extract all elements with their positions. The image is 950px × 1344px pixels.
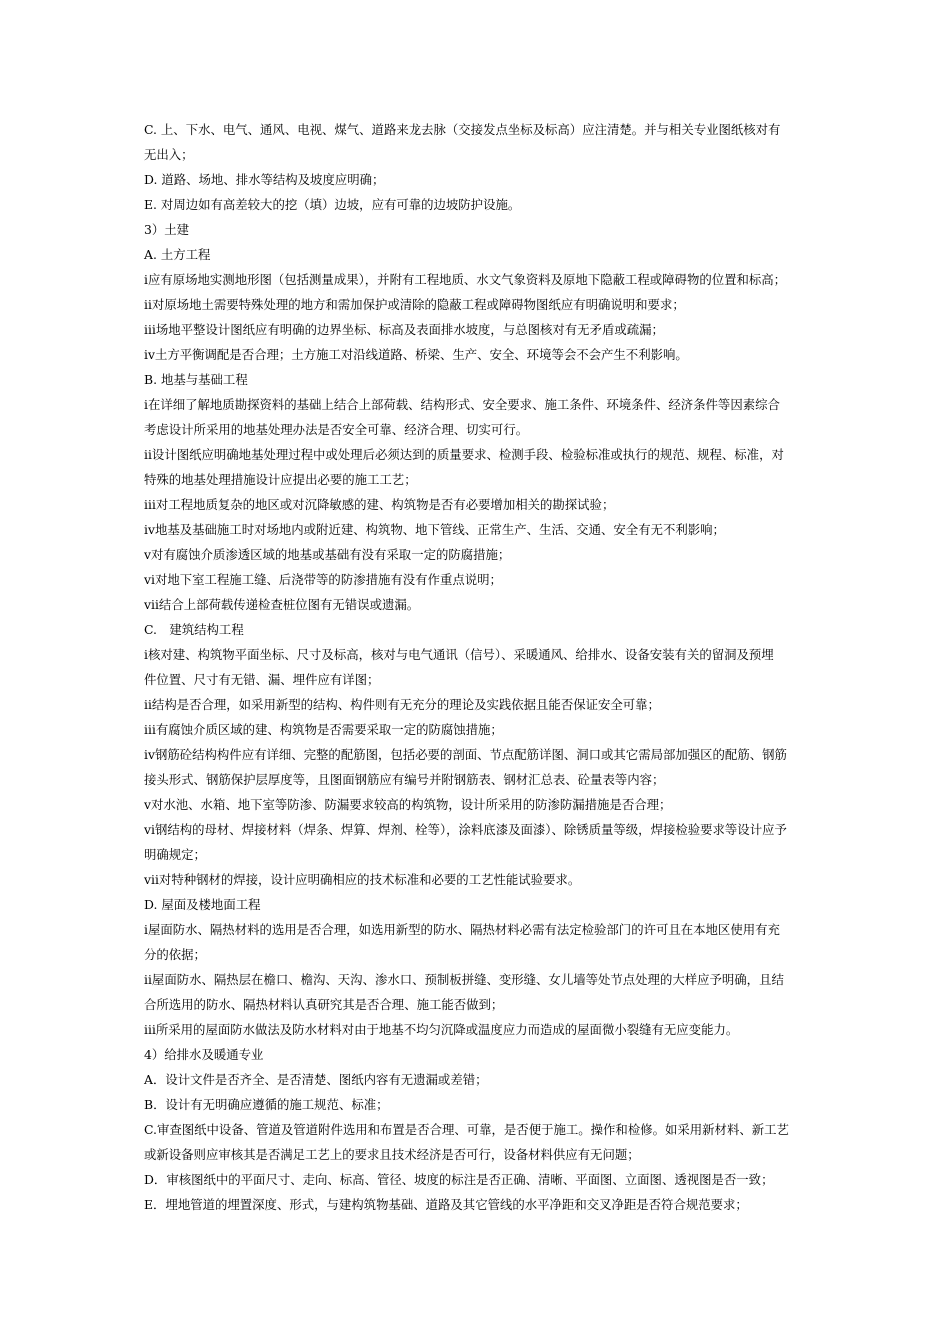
- text-line: ⅶ对特种钢材的焊接，设计应明确相应的技术标准和必要的工艺性能试验要求。: [144, 872, 581, 887]
- text-line: ⅱ设计图纸应明确地基处理过程中或处理后必须达到的质量要求、检测手段、检验标准或执行的规范、规程、标准，对: [144, 447, 784, 462]
- text-line: E. 对周边如有高差较大的挖（填）边坡，应有可靠的边坡防护设施。: [144, 197, 521, 212]
- text-line: ⅴ对有腐蚀介质渗透区域的地基或基础有没有采取一定的防腐措施；: [144, 547, 511, 562]
- text-line: ⅰ应有原场地实测地形图（包括测量成果），并附有工程地质、水文气象资料及原地下隐蔽工程或障碍物的位置和标高；: [144, 272, 787, 287]
- text-line: D．审核图纸中的平面尺寸、走向、标高、管径、坡度的标注是否正确、清晰、平面图、立面图、透视图是否一致；: [144, 1172, 774, 1187]
- text-line: ⅳ钢筋砼结构构件应有详细、完整的配筋图，包括必要的剖面、节点配筋详图、洞口或其它需局部加强区的配筋、钢筋: [144, 747, 787, 762]
- text-line: ⅵ对地下室工程施工缝、后浇带等的防渗措施有没有作重点说明；: [144, 572, 502, 587]
- text-line: 分的依据；: [144, 947, 206, 962]
- subsection-heading: D. 屋面及楼地面工程: [144, 897, 261, 912]
- subsection-heading: A. 土方工程: [144, 247, 211, 262]
- text-line: ⅱ结构是否合理，如采用新型的结构、构件则有无充分的理论及实践依据且能否保证安全可靠；: [144, 697, 660, 712]
- text-line: ⅰ屋面防水、隔热材料的选用是否合理，如选用新型的防水、隔热材料必需有法定检验部门的许可且在本地区使用有充: [144, 922, 780, 937]
- text-line: 考虑设计所采用的地基处理办法是否安全可靠、经济合理、切实可行。: [144, 422, 529, 437]
- text-line: ⅵ钢结构的母材、焊接材料（焊条、焊算、焊剂、栓等），涂料底漆及面漆）、除锈质量等级，焊接检验要求等设计应予: [144, 822, 787, 837]
- text-line: ⅰ核对建、构筑物平面坐标、尺寸及标高，核对与电气通讯（信号）、采暖通风、给排水、设备安装有关的留洞及预埋: [144, 647, 774, 662]
- section-heading: 4）给排水及暖通专业: [144, 1047, 264, 1062]
- text-line: ⅶ结合上部荷载传递检查桩位图有无错误或遗漏。: [144, 597, 420, 612]
- text-line: ⅱ对原场地土需要特殊处理的地方和需加保护或清除的隐蔽工程或障碍物图纸应有明确说明和要求；: [144, 297, 685, 312]
- text-line: A．设计文件是否齐全、是否清楚、图纸内容有无遗漏或差错；: [144, 1072, 488, 1087]
- text-line: 接头形式、钢筋保护层厚度等，且图面钢筋应有编号并附钢筋表、钢材汇总表、砼量表等内容；: [144, 772, 665, 787]
- text-line: ⅲ场地平整设计图纸应有明确的边界坐标、标高及表面排水坡度，与总图核对有无矛盾或疏漏；: [144, 322, 664, 337]
- text-line: 件位置、尺寸有无错、漏、埋件应有详图；: [144, 672, 380, 687]
- text-line: 或新设备则应审核其是否满足工艺上的要求且技术经济是否可行，设备材料供应有无问题；: [144, 1147, 640, 1162]
- text-line: ⅲ有腐蚀介质区域的建、构筑物是否需要采取一定的防腐蚀措施；: [144, 722, 503, 737]
- text-line: ⅲ所采用的屋面防水做法及防水材料对由于地基不均匀沉降或温度应力而造成的屋面微小裂缝有无应变能力。: [144, 1022, 739, 1037]
- text-line: E．埋地管道的埋置深度、形式，与建构筑物基础、道路及其它管线的水平净距和交叉净距是否符合规范要求；: [144, 1197, 748, 1212]
- text-line: ⅳ土方平衡调配是否合理；土方施工对沿线道路、桥梁、生产、安全、环境等会不会产生不利影响。: [144, 347, 688, 362]
- document-body: [144, 117, 808, 1217]
- text-line: 明确规定；: [144, 847, 206, 862]
- text-line: ⅲ对工程地质复杂的地区或对沉降敏感的建、构筑物是否有必要增加相关的勘探试验；: [144, 497, 615, 512]
- text-line: C.审查图纸中设备、管道及管道附件选用和布置是否合理、可靠，是否便于施工。操作和检修。如采用新材料、新工艺: [144, 1122, 789, 1137]
- text-line: ⅱ屋面防水、隔热层在檐口、檐沟、天沟、渗水口、预制板拼缝、变形缝、女儿墙等处节点处理的大样应予明确，且结: [144, 972, 784, 987]
- text-line: B．设计有无明确应遵循的施工规范、标准；: [144, 1097, 389, 1112]
- text-line: 合所选用的防水、隔热材料认真研究其是否合理、施工能否做到；: [144, 997, 504, 1012]
- section-heading: 3）土建: [144, 222, 190, 237]
- text-line: 特殊的地基处理措施设计应提出必要的施工工艺；: [144, 472, 417, 487]
- text-line: ⅰ在详细了解地质勘探资料的基础上结合上部荷载、结构形式、安全要求、施工条件、环境条件、经济条件等因素综合: [144, 397, 780, 412]
- text-line: 无出入；: [144, 147, 194, 162]
- text-line: ⅳ地基及基础施工时对场地内或附近建、构筑物、地下管线、正常生产、生活、交通、安全有无不利影响；: [144, 522, 725, 537]
- subsection-heading: B. 地基与基础工程: [144, 372, 248, 387]
- text-line: D. 道路、场地、排水等结构及坡度应明确；: [144, 172, 385, 187]
- text-line: ⅴ对水池、水箱、地下室等防渗、防漏要求较高的构筑物，设计所采用的防渗防漏措施是否合理；: [144, 797, 672, 812]
- subsection-heading: C. 建筑结构工程: [144, 622, 244, 637]
- text-line: C. 上、下水、电气、通风、电视、煤气、道路来龙去脉（交接发点坐标及标高）应注清楚。并与相关专业图纸核对有: [144, 122, 781, 137]
